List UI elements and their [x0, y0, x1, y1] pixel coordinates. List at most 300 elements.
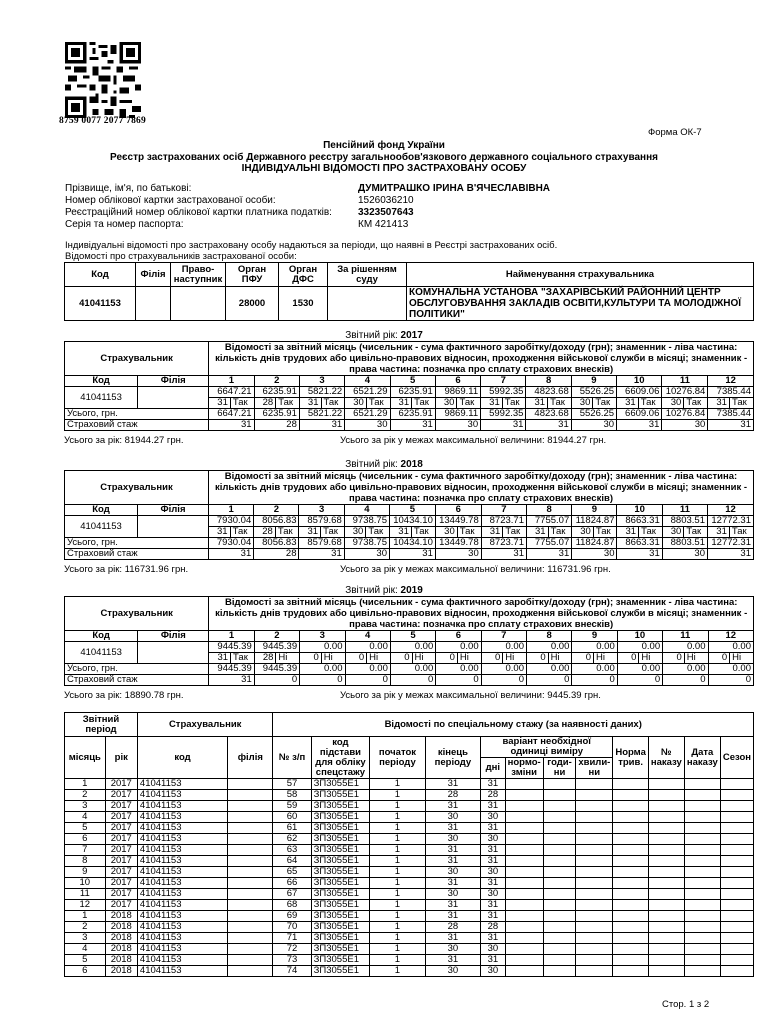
row-year: 2018 [105, 955, 137, 966]
row-order [648, 834, 684, 845]
month-stazh: 0 [617, 675, 662, 686]
row-order [648, 889, 684, 900]
row-branch [228, 834, 273, 845]
month-stazh: 0 [708, 675, 754, 686]
row-year: 2017 [105, 867, 137, 878]
row-rate [613, 955, 649, 966]
month-header: 10 [617, 505, 662, 516]
row-num: 65 [273, 867, 311, 878]
month-stazh: 30 [572, 549, 617, 560]
row-start: 1 [370, 834, 426, 845]
table-row [65, 779, 754, 790]
month-mark: Так [593, 527, 617, 538]
table-row [65, 878, 754, 889]
row-num: 64 [273, 856, 311, 867]
row-days: 30 [481, 889, 505, 900]
row-minutes [576, 933, 613, 944]
month-total: 8056.83 [254, 538, 299, 549]
month-stazh: 0 [436, 675, 481, 686]
h-basis: код підстави для обліку спецстажу [311, 737, 370, 779]
row-days: 31 [481, 823, 505, 834]
row-season [720, 878, 753, 889]
row-rate [613, 779, 649, 790]
row-month: 2 [65, 922, 106, 933]
row-branch [228, 922, 273, 933]
row-minutes [576, 900, 613, 911]
month-total: 0.00 [390, 664, 435, 675]
row-date [684, 823, 720, 834]
row-date [684, 900, 720, 911]
row-branch [228, 933, 273, 944]
month-stazh: 0 [254, 675, 299, 686]
row-start: 1 [370, 966, 426, 977]
month-total: 5992.35 [481, 409, 526, 420]
row-num: 66 [273, 878, 311, 889]
row-end: 30 [425, 966, 480, 977]
row-minutes [576, 801, 613, 812]
month-mark: Ні [548, 653, 572, 664]
row-year: 2017 [105, 834, 137, 845]
row-branch [228, 911, 273, 922]
table-row [65, 911, 754, 922]
month-total: 11824.87 [572, 538, 617, 549]
row-hours [543, 889, 576, 900]
row-days: 31 [481, 955, 505, 966]
month-sum: 0.00 [617, 642, 662, 653]
month-header: 7 [481, 631, 526, 642]
month-days: 31 [526, 398, 548, 409]
month-stazh: 31 [389, 549, 435, 560]
row-order [648, 933, 684, 944]
row-minutes [576, 812, 613, 823]
month-total: 9738.75 [344, 538, 389, 549]
month-header: 6 [435, 376, 480, 387]
month-sum: 0.00 [436, 642, 481, 653]
col-pfu: Орган ПФУ [226, 263, 279, 287]
row-branch [228, 845, 273, 856]
month-days: 31 [708, 398, 730, 409]
row-rate [613, 889, 649, 900]
row-basis: ЗП3055Е1 [311, 944, 370, 955]
month-header: 1 [209, 376, 254, 387]
row-end: 31 [425, 845, 480, 856]
month-sum: 6521.29 [345, 387, 390, 398]
row-code: 41041153 [137, 878, 227, 889]
row-rate [613, 856, 649, 867]
month-sum: 8579.68 [299, 516, 344, 527]
row-year: 2017 [105, 845, 137, 856]
month-days: 0 [300, 653, 322, 664]
tax-label: Реєстраційний номер облікової картки платника податків: [65, 207, 332, 218]
special-info-header: Відомості по спеціальному стажу (за наявності даних) [273, 713, 754, 737]
row-basis: ЗП3055Е1 [311, 812, 370, 823]
col-insurer-name: Найменування страхувальника [407, 263, 754, 287]
month-stazh: 31 [708, 420, 754, 431]
table-row [65, 900, 754, 911]
month-header: 9 [571, 376, 616, 387]
row-hours [543, 955, 576, 966]
row-basis: ЗП3055Е1 [311, 790, 370, 801]
month-sum: 11824.87 [572, 516, 617, 527]
row-season [720, 779, 753, 790]
h-minutes: хвили- ни [576, 758, 613, 779]
row-num: 61 [273, 823, 311, 834]
insurer-dfs: 1530 [279, 287, 328, 321]
row-num: 59 [273, 801, 311, 812]
table-row [65, 867, 754, 878]
row-year: 2017 [105, 801, 137, 812]
row-date [684, 878, 720, 889]
row-norm [505, 823, 543, 834]
month-stazh: 0 [390, 675, 435, 686]
row-norm [505, 845, 543, 856]
col-branch: Філія [136, 263, 171, 287]
year-insurer-branch [138, 387, 209, 409]
table-row [65, 889, 754, 900]
row-norm [505, 867, 543, 878]
row-minutes [576, 845, 613, 856]
row-hours [543, 801, 576, 812]
row-end: 31 [425, 856, 480, 867]
row-end: 28 [425, 922, 480, 933]
month-stazh: 31 [617, 549, 662, 560]
row-days: 30 [481, 867, 505, 878]
month-days: 31 [481, 398, 503, 409]
insurer-header: Страхувальник [65, 597, 209, 631]
month-mark: Так [503, 527, 527, 538]
month-days: 0 [708, 653, 730, 664]
row-season [720, 801, 753, 812]
month-sum: 5526.25 [571, 387, 616, 398]
row-year: 2018 [105, 933, 137, 944]
row-code: 41041153 [137, 933, 227, 944]
row-rate [613, 823, 649, 834]
row-month: 9 [65, 867, 106, 878]
month-header: 9 [572, 505, 617, 516]
row-date [684, 933, 720, 944]
month-total: 10434.10 [389, 538, 435, 549]
row-start: 1 [370, 911, 426, 922]
month-sum: 0.00 [708, 642, 754, 653]
month-sum: 5992.35 [481, 387, 526, 398]
month-days: 30 [571, 398, 593, 409]
row-basis: ЗП3055Е1 [311, 966, 370, 977]
month-header: 11 [662, 505, 707, 516]
row-basis: ЗП3055Е1 [311, 922, 370, 933]
row-num: 70 [273, 922, 311, 933]
serial-number: 8759 0077 2077 7869 [59, 116, 146, 126]
row-branch [228, 856, 273, 867]
row-start: 1 [370, 867, 426, 878]
row-end: 30 [425, 889, 480, 900]
month-days: 0 [436, 653, 458, 664]
row-hours [543, 900, 576, 911]
row-days: 30 [481, 944, 505, 955]
month-days: 31 [209, 653, 231, 664]
row-date [684, 966, 720, 977]
month-days: 28 [254, 398, 276, 409]
monthly-desc: Відомості за звітний місяць (чисельник - сума фактичного заробітку/доходу (грн); знаменник - ліва частина: кількість днів трудових або цивільно-правових відносин, проходження військової служби в місяці; знаменник - права частина: позначка про сплату страхових внесків) [209, 342, 754, 376]
row-season [720, 856, 753, 867]
row-branch [228, 779, 273, 790]
row-hours [543, 867, 576, 878]
row-hours [543, 856, 576, 867]
month-total: 0.00 [481, 664, 526, 675]
month-stazh: 28 [254, 549, 299, 560]
h-norm: нормо- зміни [505, 758, 543, 779]
month-stazh: 0 [300, 675, 345, 686]
month-stazh: 31 [299, 549, 344, 560]
month-sum: 4823.68 [526, 387, 571, 398]
month-mark: Так [411, 527, 435, 538]
month-days: 31 [299, 527, 321, 538]
code-header: Код [65, 631, 138, 642]
row-season [720, 966, 753, 977]
year-value: 2018 [400, 459, 423, 470]
row-norm [505, 834, 543, 845]
month-days: 31 [707, 527, 729, 538]
branch-header: Філія [138, 376, 209, 387]
col-code: Код [65, 263, 136, 287]
month-sum: 6647.21 [209, 387, 254, 398]
row-year: 2017 [105, 856, 137, 867]
row-norm [505, 966, 543, 977]
row-hours [543, 878, 576, 889]
row-date [684, 867, 720, 878]
row-num: 69 [273, 911, 311, 922]
row-end: 31 [425, 779, 480, 790]
row-start: 1 [370, 889, 426, 900]
month-total: 4823.68 [526, 409, 571, 420]
month-header: 3 [299, 505, 344, 516]
row-season [720, 845, 753, 856]
row-year: 2018 [105, 922, 137, 933]
month-days: 31 [526, 527, 548, 538]
month-total: 6235.91 [254, 409, 299, 420]
row-date [684, 856, 720, 867]
month-stazh: 31 [209, 675, 254, 686]
row-end: 30 [425, 867, 480, 878]
month-mark: Так [366, 527, 390, 538]
table-row [65, 856, 754, 867]
year-insurer-branch [138, 516, 209, 538]
month-header: 7 [481, 376, 526, 387]
row-rate [613, 812, 649, 823]
row-date [684, 955, 720, 966]
note-periods: Індивідуальні відомості про застраховану особу надаються за періоди, що наявні в Реєстрі застрахованих осіб. [65, 240, 558, 251]
row-season [720, 955, 753, 966]
row-month: 1 [65, 779, 106, 790]
month-total: 10276.84 [662, 409, 708, 420]
year-caption [0, 585, 768, 596]
month-total: 8723.71 [481, 538, 526, 549]
month-header: 3 [299, 376, 344, 387]
row-branch [228, 889, 273, 900]
name-label: Прізвище, ім'я, по батькові: [65, 183, 192, 194]
row-season [720, 867, 753, 878]
row-year: 2018 [105, 911, 137, 922]
row-minutes [576, 966, 613, 977]
month-sum: 12772.31 [707, 516, 753, 527]
insurer-header: Страхувальник [65, 342, 209, 376]
row-code: 41041153 [137, 790, 227, 801]
row-month: 8 [65, 856, 106, 867]
row-num: 71 [273, 933, 311, 944]
row-code: 41041153 [137, 889, 227, 900]
month-days: 31 [390, 398, 412, 409]
special-stazh-table [64, 712, 754, 977]
month-mark: Так [729, 527, 753, 538]
year-prefix: Звітний рік: [345, 330, 398, 341]
row-num: 62 [273, 834, 311, 845]
month-days: 0 [572, 653, 594, 664]
month-sum: 7755.07 [526, 516, 571, 527]
month-mark: Так [412, 398, 436, 409]
row-end: 30 [425, 834, 480, 845]
row-month: 1 [65, 911, 106, 922]
row-basis: ЗП3055Е1 [311, 779, 370, 790]
row-month: 3 [65, 801, 106, 812]
month-stazh: 30 [662, 549, 707, 560]
row-rate [613, 867, 649, 878]
month-mark: Так [639, 527, 663, 538]
month-mark: Ні [367, 653, 391, 664]
month-stazh: 31 [481, 420, 526, 431]
row-date [684, 779, 720, 790]
month-mark: Так [729, 398, 753, 409]
row-order [648, 900, 684, 911]
month-header: 8 [527, 631, 572, 642]
row-order [648, 878, 684, 889]
month-days: 30 [345, 398, 367, 409]
month-days: 30 [662, 398, 684, 409]
row-month: 5 [65, 955, 106, 966]
card-label: Номер облікової картки застрахованої особи: [65, 195, 276, 206]
month-header: 6 [436, 631, 481, 642]
row-minutes [576, 922, 613, 933]
month-days: 28 [254, 653, 276, 664]
row-basis: ЗП3055Е1 [311, 911, 370, 922]
row-season [720, 812, 753, 823]
row-minutes [576, 911, 613, 922]
month-days: 31 [389, 527, 411, 538]
row-start: 1 [370, 878, 426, 889]
year-insurer-code: 41041153 [65, 642, 138, 664]
month-header: 10 [617, 631, 662, 642]
row-year: 2017 [105, 779, 137, 790]
year-max-total: Усього за рік у межах максимальної величини: 9445.39 грн. [340, 690, 601, 701]
row-month: 3 [65, 933, 106, 944]
month-sum: 9445.39 [209, 642, 254, 653]
month-total: 9445.39 [209, 664, 254, 675]
col-dfs: Орган ДФС [279, 263, 328, 287]
row-rate [613, 944, 649, 955]
row-code: 41041153 [137, 922, 227, 933]
month-days: 0 [390, 653, 412, 664]
insurer-table [64, 262, 754, 321]
row-year: 2017 [105, 790, 137, 801]
month-total: 12772.31 [707, 538, 753, 549]
table-row [65, 933, 754, 944]
row-code: 41041153 [137, 856, 227, 867]
row-date [684, 801, 720, 812]
month-total: 13449.78 [435, 538, 481, 549]
row-month: 4 [65, 944, 106, 955]
title-individual: ІНДИВІДУАЛЬНІ ВІДОМОСТІ ПРО ЗАСТРАХОВАНУ ОСОБУ [241, 163, 527, 174]
month-days: 31 [209, 398, 231, 409]
row-branch [228, 966, 273, 977]
month-mark: Ні [412, 653, 436, 664]
month-mark: Так [230, 527, 254, 538]
row-branch [228, 823, 273, 834]
row-start: 1 [370, 955, 426, 966]
month-stazh: 31 [299, 420, 344, 431]
row-start: 1 [370, 856, 426, 867]
month-stazh: 0 [481, 675, 526, 686]
h-branch: філія [228, 737, 273, 779]
month-sum: 9869.11 [435, 387, 480, 398]
row-start: 1 [370, 922, 426, 933]
month-header: 2 [254, 505, 299, 516]
row-branch [228, 955, 273, 966]
month-total: 0.00 [663, 664, 708, 675]
row-num: 67 [273, 889, 311, 900]
month-header: 4 [345, 631, 390, 642]
month-mark: Так [638, 398, 662, 409]
stazh-label: Страховий стаж [65, 549, 209, 560]
row-season [720, 900, 753, 911]
month-sum: 8803.51 [662, 516, 707, 527]
page-number: Стор. 1 з 2 [662, 999, 710, 1010]
row-norm [505, 911, 543, 922]
month-sum: 0.00 [481, 642, 526, 653]
month-header: 7 [481, 505, 526, 516]
stazh-label: Страховий стаж [65, 420, 209, 431]
row-hours [543, 834, 576, 845]
row-num: 68 [273, 900, 311, 911]
row-order [648, 966, 684, 977]
row-month: 6 [65, 834, 106, 845]
table-row [65, 845, 754, 856]
month-mark: Так [457, 398, 481, 409]
month-stazh: 31 [209, 420, 254, 431]
month-stazh: 0 [663, 675, 708, 686]
row-basis: ЗП3055Е1 [311, 900, 370, 911]
row-month: 10 [65, 878, 106, 889]
month-total: 0.00 [300, 664, 345, 675]
row-order [648, 801, 684, 812]
month-stazh: 31 [617, 420, 662, 431]
year-insurer-code: 41041153 [65, 387, 138, 409]
row-rate [613, 801, 649, 812]
month-days: 30 [435, 398, 457, 409]
row-norm [505, 900, 543, 911]
month-stazh: 28 [254, 420, 299, 431]
row-season [720, 834, 753, 845]
row-minutes [576, 867, 613, 878]
branch-header: Філія [138, 505, 209, 516]
row-basis: ЗП3055Е1 [311, 801, 370, 812]
row-order [648, 779, 684, 790]
special-insurer-header: Страхувальник [137, 713, 273, 737]
row-code: 41041153 [137, 911, 227, 922]
month-header: 8 [526, 505, 571, 516]
month-stazh: 31 [526, 549, 571, 560]
row-year: 2017 [105, 889, 137, 900]
month-total: 6609.06 [617, 409, 662, 420]
year-value: 2019 [400, 585, 423, 596]
month-stazh: 30 [571, 420, 616, 431]
